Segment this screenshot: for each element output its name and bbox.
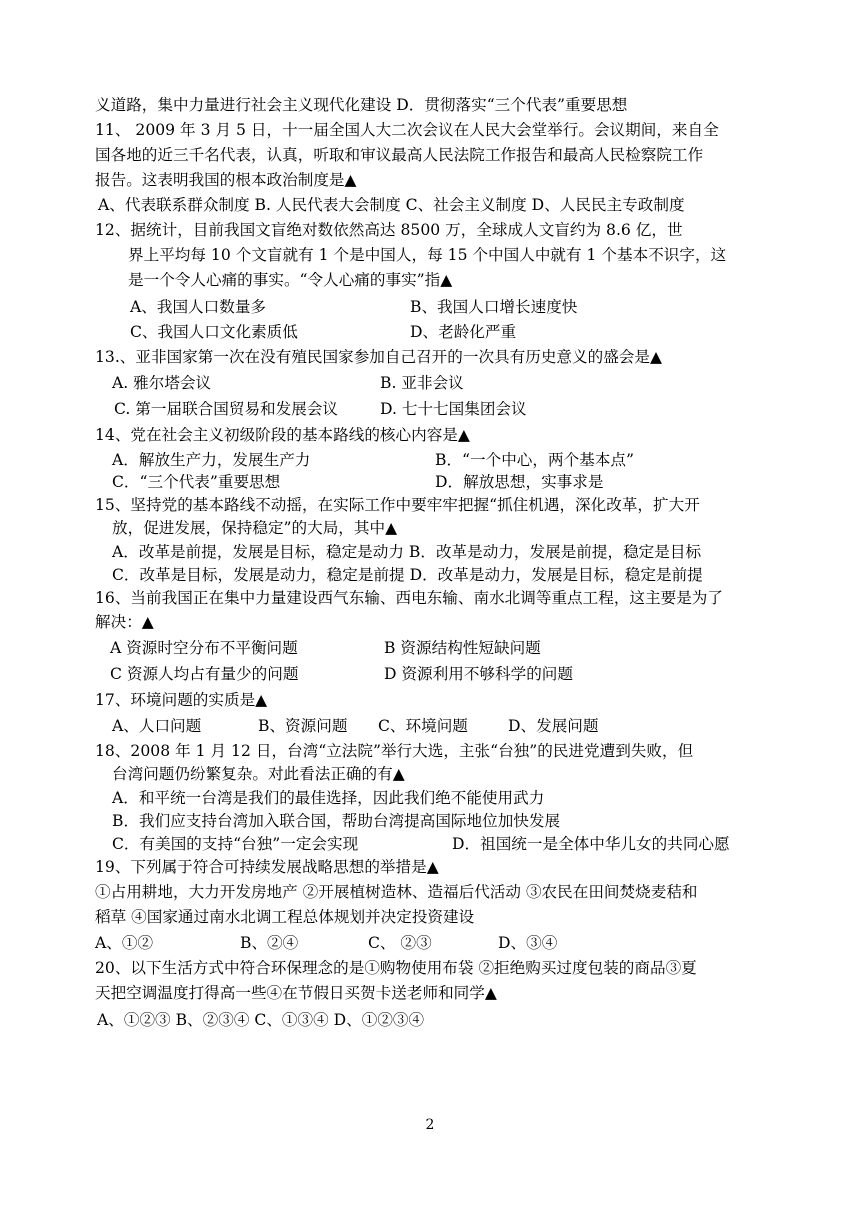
text-line: 是一个令人心痛的事实。“令人心痛的事实”指▲ [128,271,453,289]
options-line: A、代表联系群众制度 B. 人民代表大会制度 C、社会主义制度 D、人民民主专政制度 [98,196,685,214]
question-19: 19、下列属于符合可持续发展战略思想的举措是▲ [95,858,439,876]
text-line: 台湾问题仍纷繁复杂。对此看法正确的有▲ [112,765,405,783]
option-a: A、我国人口数量多 [130,298,267,316]
option-a: A 资源时空分布不平衡问题 [110,639,298,657]
option-b: B、②④ [240,934,299,952]
option-b: B 资源结构性短缺问题 [384,639,541,657]
page-number: 2 [425,1117,435,1133]
text-line: 天把空调温度打得高一些④在节假日买贺卡送老师和同学▲ [95,984,497,1002]
option-c: C．有美国的支持“台独”一定会实现 [112,835,359,853]
question-12: 12、据统计，目前我国文盲绝对数依然高达 8500 万，全球成人文盲约为 8.6 亿，世 [95,221,683,239]
option-b: B、我国人口增长速度快 [410,298,578,316]
text-line: ①占用耕地，大力开发房地产 ②开展植树造林、造福后代活动 ③农民在田间焚烧麦秸和 [95,883,698,901]
option-c: C. 第一届联合国贸易和发展会议 [114,400,339,418]
option-b: B．我们应支持台湾加入联合国，帮助台湾提高国际地位加快发展 [112,812,561,830]
question-13: 13.、亚非国家第一次在没有殖民国家参加自己召开的一次具有历史意义的盛会是▲ [95,348,662,366]
question-14: 14、党在社会主义初级阶段的基本路线的核心内容是▲ [95,426,470,444]
question-15: 15、坚持党的基本路线不动摇，在实际工作中要牢牢把握“抓住机遇，深化改革，扩大开 [95,496,700,514]
option-b: B. 亚非会议 [380,374,464,392]
option-a: A．解放生产力，发展生产力 [112,451,311,469]
option-a: A．和平统一台湾是我们的最佳选择，因此我们绝不能使用武力 [112,789,545,807]
option-c: C．“三个代表”重要思想 [112,473,281,491]
option-d: D、老龄化严重 [410,323,517,341]
options-line: C．改革是目标，发展是动力，稳定是前提 D．改革是动力，发展是目标，稳定是前提 [112,566,703,584]
option-d: D、发展问题 [508,717,599,735]
text-line: 解决：▲ [95,613,154,631]
text-line: 界上平均每 10 个文盲就有 1 个是中国人，每 15 个中国人中就有 1 个基本不识字，这 [128,246,727,264]
text-line: 稻草 ④国家通过南水北调工程总体规划并决定投资建设 [95,908,475,926]
text-line: 国各地的近三千名代表，认真，听取和审议最高人民法院工作报告和最高人民检察院工作 [95,146,704,164]
option-d: D、③④ [498,934,558,952]
question-20: 20、以下生活方式中符合环保理念的是①购物使用布袋 ②拒绝购买过度包装的商品③夏 [95,959,697,977]
question-16: 16、当前我国正在集中力量建设西气东输、西电东输、南水北调等重点工程，这主要是为了 [95,589,723,607]
options-line: A．改革是前提，发展是目标，稳定是动力 B．改革是动力，发展是前提，稳定是目标 [112,543,702,561]
option-c: C、环境问题 [378,717,468,735]
text-line: 报告。这表明我国的根本政治制度是▲ [95,171,357,189]
text-line: 放，促进发展，保持稳定”的大局，其中▲ [112,519,398,537]
question-11: 11、 2009 年 3 月 5 日，十一届全国人大二次会议在人民大会堂举行。会议期间，来自全 [95,121,719,139]
question-18: 18、2008 年 1 月 12 日，台湾“立法院”举行大选，主张“台独”的民进党遭到失败，但 [95,742,694,760]
option-d: D. 七十七国集团会议 [380,400,527,418]
option-c: C、 ②③ [368,934,432,952]
option-a: A. 雅尔塔会议 [112,374,212,392]
option-c: C 资源人均占有量少的问题 [110,665,299,683]
question-17: 17、环境问题的实质是▲ [95,691,268,709]
option-d: D．祖国统一是全体中华儿女的共同心愿 [452,835,730,853]
option-c: C、我国人口文化素质低 [130,323,298,341]
option-d: D 资源利用不够科学的问题 [384,665,573,683]
option-a: A、①② [95,934,154,952]
option-a: A、人口问题 [112,717,202,735]
option-b: B、资源问题 [258,717,348,735]
option-b: B．“一个中心，两个基本点” [435,451,634,469]
options-line: A、①②③ B、②③④ C、①③④ D、①②③④ [97,1011,425,1029]
option-d: D．解放思想，实事求是 [435,473,604,491]
text-line: 义道路，集中力量进行社会主义现代化建设 D．贯彻落实“三个代表”重要思想 [95,96,628,114]
